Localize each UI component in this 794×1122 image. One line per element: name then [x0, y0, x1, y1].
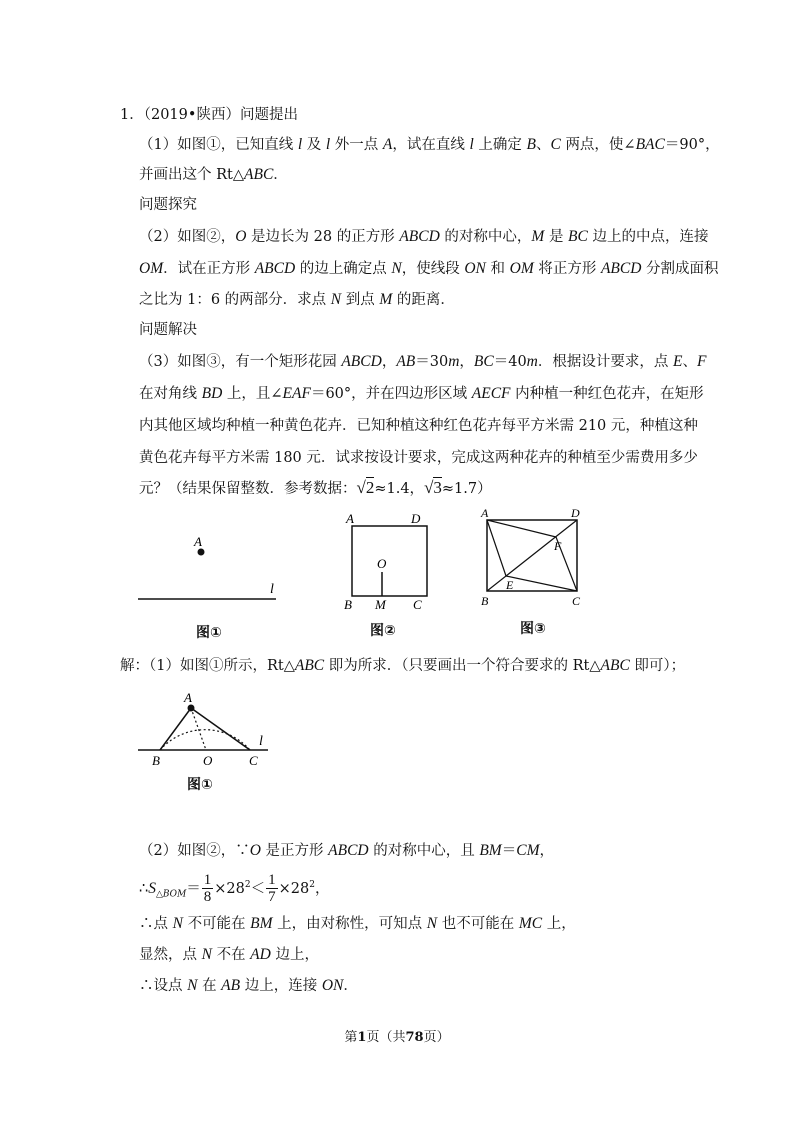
var-N: N	[330, 291, 342, 308]
figure-2	[338, 508, 438, 616]
label-C: C	[413, 597, 422, 612]
text: 解：（1）如图①所示，Rt△	[120, 658, 295, 674]
text: ，使线段	[401, 261, 460, 277]
var-N: N	[187, 977, 198, 994]
text: 上确定	[478, 137, 522, 153]
denominator: 7	[268, 889, 276, 906]
solution-line-3	[139, 866, 329, 904]
sqrt2-value: 2	[365, 478, 375, 497]
solution-line-1	[120, 656, 685, 676]
text: ．根据设计要求，点	[537, 354, 669, 370]
fraction-1-7	[266, 872, 278, 905]
text: 之比为 1：6 的两部分．求点	[139, 292, 327, 308]
solution-line-4	[139, 914, 576, 934]
sqrt3-value: 3	[433, 478, 442, 497]
label-A: A	[184, 690, 192, 705]
var-BM: BM	[250, 915, 273, 932]
var-ABCD: ABCD	[600, 260, 642, 277]
text: ＜	[250, 880, 266, 897]
text: ≈1.4，	[374, 481, 425, 497]
text: 问题解决	[139, 322, 197, 338]
text: 不在	[216, 947, 246, 963]
var-N: N	[426, 915, 438, 932]
part3-line-2	[139, 384, 704, 404]
text: 外一点	[334, 137, 379, 153]
text: ，	[459, 354, 474, 370]
part3-line-3	[139, 416, 698, 436]
label-B: B	[344, 597, 352, 612]
var-ON: ON	[464, 260, 486, 277]
text: 是	[548, 229, 564, 245]
text: （2）如图②，	[139, 229, 236, 245]
part2-line-3	[139, 290, 455, 310]
var-F: F	[696, 353, 707, 370]
text: 即为所求．（只要画出一个符合要求的 Rt△	[328, 658, 601, 674]
heading-explore	[139, 195, 197, 215]
segment-AB	[160, 708, 191, 750]
var-l: l	[469, 136, 474, 153]
text: 上，且∠	[226, 386, 283, 402]
figure-1-caption: 图①	[196, 625, 222, 641]
var-AB: AB	[221, 977, 241, 994]
text: 两点，使∠	[565, 137, 636, 153]
var-O: O	[235, 228, 247, 245]
text: 显然，点	[139, 947, 197, 963]
text: ＝40	[493, 354, 527, 370]
text: ＝30	[415, 354, 449, 370]
var-M: M	[531, 228, 545, 245]
text: 是正方形	[265, 843, 324, 859]
solution-line-5	[139, 945, 319, 965]
text: 在对角线	[139, 386, 197, 402]
var-ABCD: ABCD	[341, 353, 382, 370]
text: （2）如图②，∵	[139, 843, 250, 859]
segment-AC	[191, 708, 250, 750]
text: ，	[381, 354, 397, 370]
label-l: l	[259, 734, 263, 749]
text: 内其他区域均种植一种黄色花卉．已知种植这种红色花卉每平方米需 210 元，种植这种	[139, 418, 698, 434]
var-EAF: EAF	[282, 385, 311, 402]
text: 的对称中心，且	[373, 843, 475, 859]
text: 边上，	[275, 947, 319, 963]
label-l: l	[270, 582, 274, 597]
text: （3）如图③，有一个矩形花园	[139, 354, 337, 370]
var-ABCD: ABCD	[328, 842, 369, 859]
text: ．	[343, 978, 358, 994]
label-C: C	[249, 753, 258, 768]
var-ABC: ABC	[294, 657, 325, 674]
label-A: A	[194, 534, 202, 549]
var-N: N	[391, 260, 402, 277]
text: 将正方形	[538, 261, 597, 277]
sqrt3: √3	[424, 478, 442, 497]
text: 及	[306, 137, 322, 153]
var-M: M	[379, 291, 393, 308]
numerator: 1	[203, 872, 212, 889]
text: 即可）；	[634, 658, 686, 674]
text: 的对称中心，	[444, 229, 532, 245]
var-S: S	[148, 879, 156, 897]
part3-line-4	[139, 448, 698, 468]
label-O: O	[377, 556, 387, 571]
text: 、	[682, 354, 697, 370]
text: 边上的中点，连接	[592, 229, 709, 245]
text: 第	[344, 1030, 358, 1045]
subscript-BOM: △BOM	[155, 889, 187, 900]
var-BC: BC	[568, 228, 588, 245]
exponent: 2	[309, 880, 315, 890]
var-O: O	[249, 842, 261, 859]
text: ∴设点	[139, 978, 183, 994]
total-pages: 78	[405, 1030, 424, 1045]
text: ．	[273, 167, 288, 183]
var-N: N	[172, 915, 183, 932]
text: 元？（结果保留整数．参考数据：	[139, 481, 357, 497]
text: 的边上确定点	[299, 261, 387, 277]
text: ，	[314, 880, 330, 897]
part2-line-2	[139, 259, 719, 279]
label-B: B	[481, 594, 489, 608]
text: 页）	[423, 1030, 450, 1045]
label-F: F	[554, 539, 562, 553]
label-D: D	[571, 506, 580, 520]
text: ×28	[214, 880, 245, 897]
text: 黄色花卉每平方米需 180 元．试求按设计要求，完成这两种花卉的种植至少需费用多少	[139, 450, 698, 466]
label-A: A	[481, 506, 489, 520]
point-A	[198, 549, 205, 556]
var-OM: OM	[139, 260, 164, 277]
var-l: l	[297, 136, 303, 153]
var-BD: BD	[201, 385, 223, 402]
solution-line-6	[139, 976, 358, 996]
var-ABCD: ABCD	[399, 228, 440, 245]
part1-line-2	[139, 165, 288, 185]
problem-source: （2019•陕西）问题提出	[143, 107, 298, 123]
var-OM: OM	[509, 260, 534, 277]
var-AECF: AECF	[471, 385, 511, 402]
figure-2-caption: 图②	[370, 623, 396, 639]
var-ABC: ABC	[600, 657, 630, 674]
text: 也不可能在	[441, 916, 515, 932]
part2-line-1	[139, 227, 708, 247]
text: ＝	[186, 880, 201, 897]
var-AB: AB	[396, 353, 416, 370]
label-B: B	[152, 753, 160, 768]
figure-3-caption: 图③	[520, 621, 546, 637]
part3-line-5	[139, 478, 492, 499]
text: ∴点	[139, 916, 168, 932]
exponent: 2	[244, 880, 251, 890]
var-AD: AD	[250, 946, 271, 963]
solution-line-2	[139, 841, 554, 861]
text: 不可能在	[187, 916, 246, 932]
text: 问题探究	[139, 197, 197, 213]
square-ABCD	[352, 526, 427, 596]
numerator: 1	[268, 872, 276, 889]
var-BM: BM	[479, 842, 502, 859]
text: ，	[539, 843, 554, 859]
text: ．试在正方形	[163, 261, 251, 277]
fraction-1-8	[202, 872, 214, 905]
var-ABCD: ABCD	[254, 260, 296, 277]
text: 到点	[345, 292, 375, 308]
page-footer	[0, 1026, 794, 1045]
var-E: E	[672, 353, 683, 370]
label-C: C	[572, 594, 581, 608]
heading-solve	[139, 320, 197, 340]
var-C: C	[550, 136, 561, 153]
label-D: D	[411, 511, 421, 526]
var-l: l	[325, 136, 331, 153]
text: 的距离．	[396, 292, 455, 308]
text: 在	[202, 978, 217, 994]
part3-line-1	[139, 352, 706, 372]
label-A: A	[346, 511, 354, 526]
segment-EC	[506, 576, 577, 591]
text: （1）如图①，已知直线	[139, 137, 294, 153]
label-E: E	[506, 578, 514, 592]
text: ≈1.7）	[441, 481, 492, 497]
text: ∴	[139, 880, 149, 897]
var-MC: MC	[518, 915, 543, 932]
text: ×28	[278, 880, 310, 897]
var-ABC: ABC	[244, 166, 274, 183]
point-A	[188, 705, 195, 712]
text: 和	[490, 261, 506, 277]
label-O: O	[203, 753, 213, 768]
text: 分割成面积	[646, 261, 719, 277]
solution-figure	[130, 688, 280, 768]
var-BC: BC	[473, 353, 494, 370]
part1-line-1	[139, 135, 720, 155]
sqrt2: √2	[356, 478, 375, 497]
text: 、	[535, 137, 551, 153]
segment-AO	[191, 708, 206, 750]
text: ＝90°，	[664, 137, 720, 153]
var-B: B	[526, 136, 536, 153]
text: ，试在直线	[392, 137, 465, 153]
var-CM: CM	[516, 842, 540, 859]
figure-1	[130, 530, 290, 610]
page-number: 1	[357, 1030, 367, 1045]
text: 内种植一种红色花卉，在矩形	[515, 386, 704, 402]
segment-AF	[487, 520, 556, 537]
figure-3	[478, 504, 590, 614]
var-BAC: BAC	[635, 136, 665, 153]
var-ON: ON	[321, 977, 344, 994]
text: 上，由对称性，可知点	[277, 916, 423, 932]
var-A: A	[382, 136, 393, 153]
problem-number: 1．	[120, 107, 144, 123]
text: 上，	[546, 916, 576, 932]
text: 页（共	[366, 1030, 406, 1045]
var-m: m	[448, 353, 460, 370]
text: ＝60°，并在四边形区域	[310, 386, 468, 402]
text: 是边长为 28 的正方形	[251, 229, 395, 245]
label-M: M	[375, 597, 386, 612]
solution-figure-caption: 图①	[187, 777, 213, 793]
text: 边上，连接	[244, 978, 318, 994]
problem-line-1	[120, 105, 298, 125]
denominator: 8	[203, 889, 212, 906]
var-N: N	[201, 946, 212, 963]
var-m: m	[526, 353, 538, 370]
segment-AE	[487, 520, 506, 576]
text: ＝	[501, 843, 517, 859]
text: 并画出这个 Rt△	[139, 167, 245, 183]
